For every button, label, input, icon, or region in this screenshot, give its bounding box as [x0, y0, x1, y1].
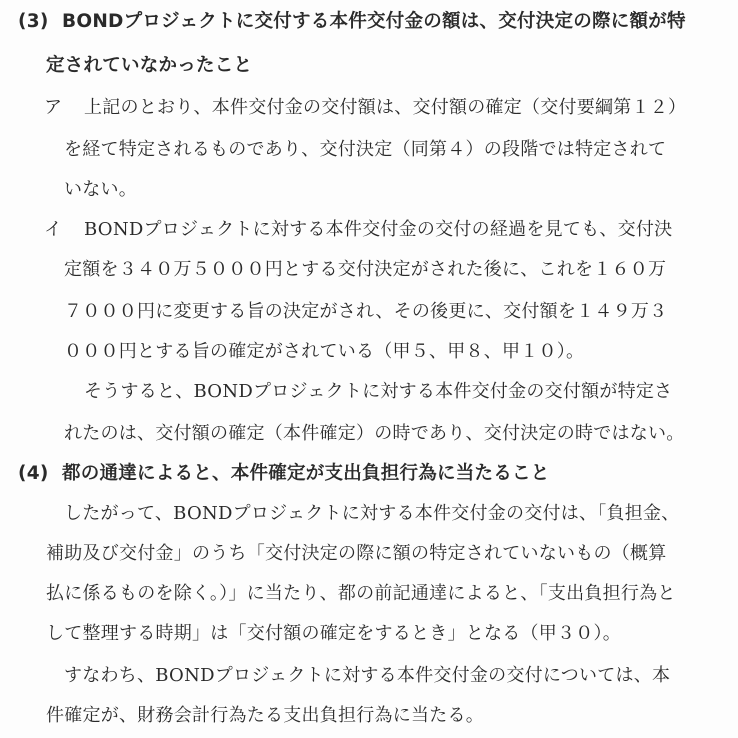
- section-4-para-1-line-1: したがって、BONDプロジェクトに対する本件交付金の交付は、「負担金、: [64, 503, 680, 524]
- section-4-para-1-line-4: して整理する時期」は「交付額の確定をするとき」となる（甲３０）。: [46, 623, 621, 644]
- section-4-para-1-line-2: 補助及び交付金」のうち「交付決定の際に額の特定されていないもの（概算: [46, 543, 667, 564]
- item-a-line-2: を経て特定されるものであり、交付決定（同第４）の段階では特定されて: [64, 139, 667, 160]
- item-a-line-1: 上記のとおり、本件交付金の交付額は、交付額の確定（交付要綱第１２）: [84, 97, 687, 118]
- section-3-heading-line-1: BONDプロジェクトに交付する本件交付金の額は、交付決定の際に額が特: [62, 11, 686, 32]
- item-i-line-3: ７０００円に変更する旨の決定がされ、その後更に、交付額を１４９万３: [64, 301, 668, 322]
- section-4-number: (4): [18, 463, 49, 484]
- item-i-line-2: 定額を３４０万５０００円とする交付決定がされた後に、これを１６０万: [64, 259, 667, 280]
- item-i-line-1: BONDプロジェクトに対する本件交付金の交付の経過を見ても、交付決: [84, 219, 673, 240]
- section-4-heading: 都の通達によると、本件確定が支出負担行為に当たること: [62, 463, 550, 484]
- item-a-line-3: いない。: [64, 179, 137, 200]
- section-4-para-2-line-2: 件確定が、財務会計行為たる支出負担行為に当たる。: [46, 705, 484, 726]
- item-a-marker: ア: [44, 97, 63, 118]
- section-4-para-1-line-3: 払に係るものを除く。）」に当たり、都の前記通達によると、「支出負担行為と: [46, 583, 676, 604]
- section-4-para-2-line-1: すなわち、BONDプロジェクトに対する本件交付金の交付については、本: [64, 665, 671, 686]
- item-i-para-2-line-1: そうすると、BONDプロジェクトに対する本件交付金の交付額が特定さ: [84, 381, 673, 402]
- item-i-line-4: ０００円とする旨の確定がされている（甲５、甲８、甲１０）。: [64, 341, 585, 362]
- item-i-marker: イ: [44, 219, 63, 240]
- section-3-heading-line-2: 定されていなかったこと: [46, 55, 253, 76]
- item-i-para-2-line-2: れたのは、交付額の確定（本件確定）の時であり、交付決定の時ではない。: [64, 423, 685, 444]
- section-3-number: (3): [18, 11, 49, 32]
